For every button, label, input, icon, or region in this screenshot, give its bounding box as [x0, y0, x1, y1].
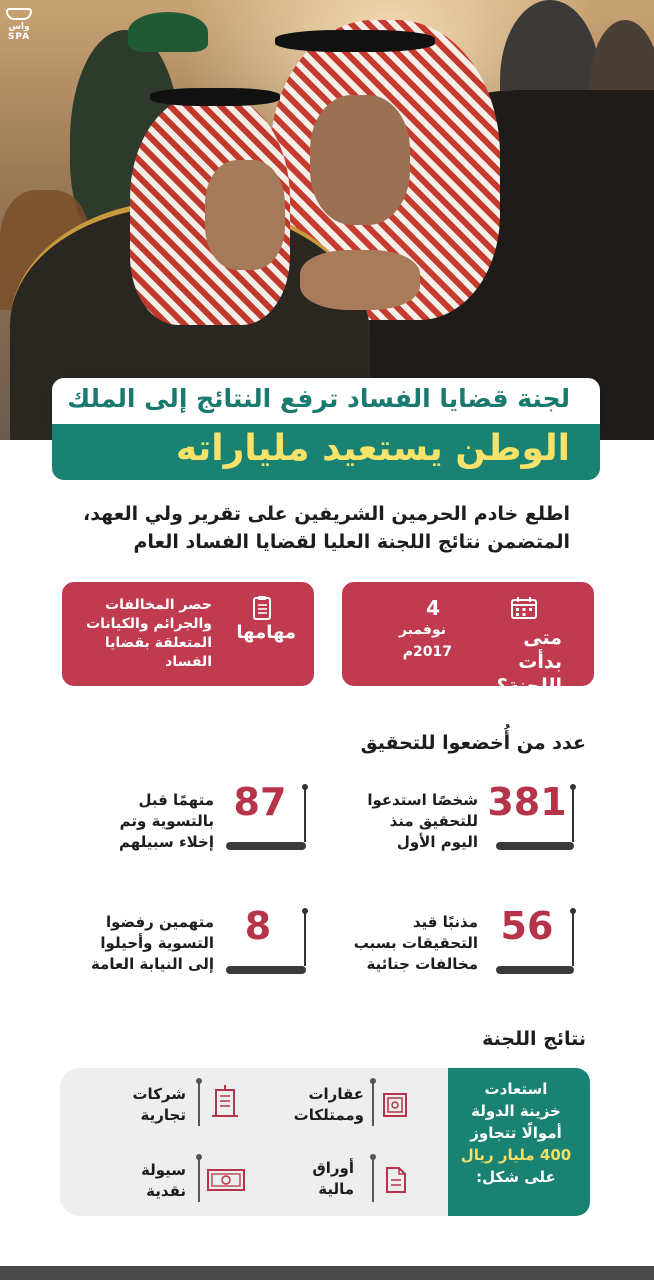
logo-arabic-text: واس	[8, 22, 30, 32]
intro-text	[50, 500, 570, 556]
stat-description	[328, 790, 478, 853]
start-card-title-line1: متى بدأت	[518, 627, 562, 673]
summary-line5: على شكل:	[476, 1168, 556, 1186]
result-line2: تجارية	[140, 1106, 186, 1124]
result-line1: عقارات	[308, 1085, 364, 1103]
stats-section-title: عدد من أُخضعوا للتحقيق	[360, 732, 586, 754]
start-year: 2017م	[402, 644, 452, 660]
result-tick	[198, 1158, 200, 1202]
results-section-title: نتائج اللجنة	[482, 1028, 586, 1050]
results-summary	[448, 1068, 590, 1216]
cash-icon	[206, 1168, 246, 1192]
result-tick	[198, 1082, 200, 1126]
safe-icon	[382, 1092, 408, 1118]
stat-value: 381	[487, 780, 567, 824]
headline-banner-bottom	[52, 424, 600, 480]
tasks-desc-line4: الفساد	[165, 654, 212, 670]
summary-amount: 400 مليار ريال	[460, 1146, 572, 1164]
stat-bar	[496, 966, 574, 974]
stat-desc-line3: مخالفات جنائية	[366, 955, 478, 973]
intro-line1: اطلع خادم الحرمين الشريفين على تقرير ولي العهد،	[82, 503, 570, 525]
result-line1: أوراق	[312, 1159, 354, 1177]
stat-bar	[226, 842, 306, 850]
stat-tick	[304, 788, 306, 842]
stat-bar	[496, 842, 574, 850]
tasks-card-desc	[82, 596, 212, 672]
result-label	[141, 1160, 186, 1202]
stat-desc-line3: إلى النيابة العامة	[90, 955, 214, 973]
result-label	[312, 1158, 354, 1200]
stat-desc-line2: بالتسوية وتم	[119, 812, 214, 830]
stat-description	[64, 912, 214, 975]
logo-latin-text: SPA	[7, 32, 31, 42]
tasks-desc-line1: حصر المخالفات	[105, 597, 212, 613]
building-icon	[210, 1084, 240, 1118]
result-label	[294, 1084, 364, 1126]
start-card-title	[492, 626, 562, 698]
stat-desc-line1: متهمين رفضوا	[106, 913, 214, 931]
tasks-card	[62, 582, 314, 686]
stat-tick	[572, 912, 574, 966]
stat-desc-line1: شخصًا استدعوا	[367, 791, 478, 809]
stat-value: 87	[233, 780, 287, 824]
stat-desc-line2: التحقيقات بسبب	[353, 934, 478, 952]
result-line2: نقدية	[146, 1182, 186, 1200]
start-card-title-line2: اللجنة؟	[496, 675, 562, 697]
result-line2: مالية	[318, 1180, 354, 1198]
result-line1: شركات	[132, 1085, 186, 1103]
stat-desc-line3: إخلاء سبيلهم	[118, 833, 214, 851]
result-label	[132, 1084, 186, 1126]
headline-line1: لجنة قضايا الفساد ترفع النتائج إلى الملك	[67, 384, 570, 413]
result-line2: وممتلكات	[293, 1106, 364, 1124]
footer-bar	[0, 1266, 654, 1280]
spa-logo	[6, 8, 32, 42]
result-tick	[372, 1082, 374, 1126]
result-line1: سيولة	[140, 1161, 186, 1179]
tasks-card-title: مهامها	[236, 622, 296, 643]
calendar-icon	[510, 596, 538, 620]
stat-value: 8	[244, 904, 272, 948]
summary-line2: خزينة الدولة	[471, 1102, 561, 1120]
start-date-card	[342, 582, 594, 697]
tasks-desc-line3: المتعلقة بقضايا	[104, 635, 212, 651]
stat-tick	[304, 912, 306, 966]
result-tick	[372, 1158, 374, 1202]
stat-desc-line2: التسوية وأحيلوا	[100, 934, 214, 952]
stat-value: 56	[500, 904, 554, 948]
stat-desc-line3: اليوم الأول	[396, 833, 478, 851]
stat-desc-line1: مذنبًا قيد	[412, 913, 478, 931]
stat-bar	[226, 966, 306, 974]
stat-description	[84, 790, 214, 853]
headline-line2: الوطن يستعيد ملياراته	[175, 428, 570, 469]
summary-line1: استعادت	[484, 1080, 548, 1098]
stat-tick	[572, 788, 574, 842]
checklist-icon	[248, 596, 276, 620]
start-month: نوفمبر	[398, 622, 446, 638]
stat-description	[328, 912, 478, 975]
headline-banner-top	[52, 378, 600, 424]
summary-line3: أموالًا تتجاوز	[470, 1124, 562, 1142]
stat-desc-line2: للتحقيق منذ	[389, 812, 478, 830]
start-day: 4	[426, 596, 440, 620]
stat-desc-line1: متهمًا قبل	[138, 791, 214, 809]
tasks-desc-line2: والجرائم والكيانات	[86, 616, 212, 632]
header-photo	[0, 0, 654, 440]
intro-line2: المتضمن نتائج اللجنة العليا لقضايا الفساد العام	[133, 531, 570, 553]
document-icon	[384, 1166, 408, 1194]
